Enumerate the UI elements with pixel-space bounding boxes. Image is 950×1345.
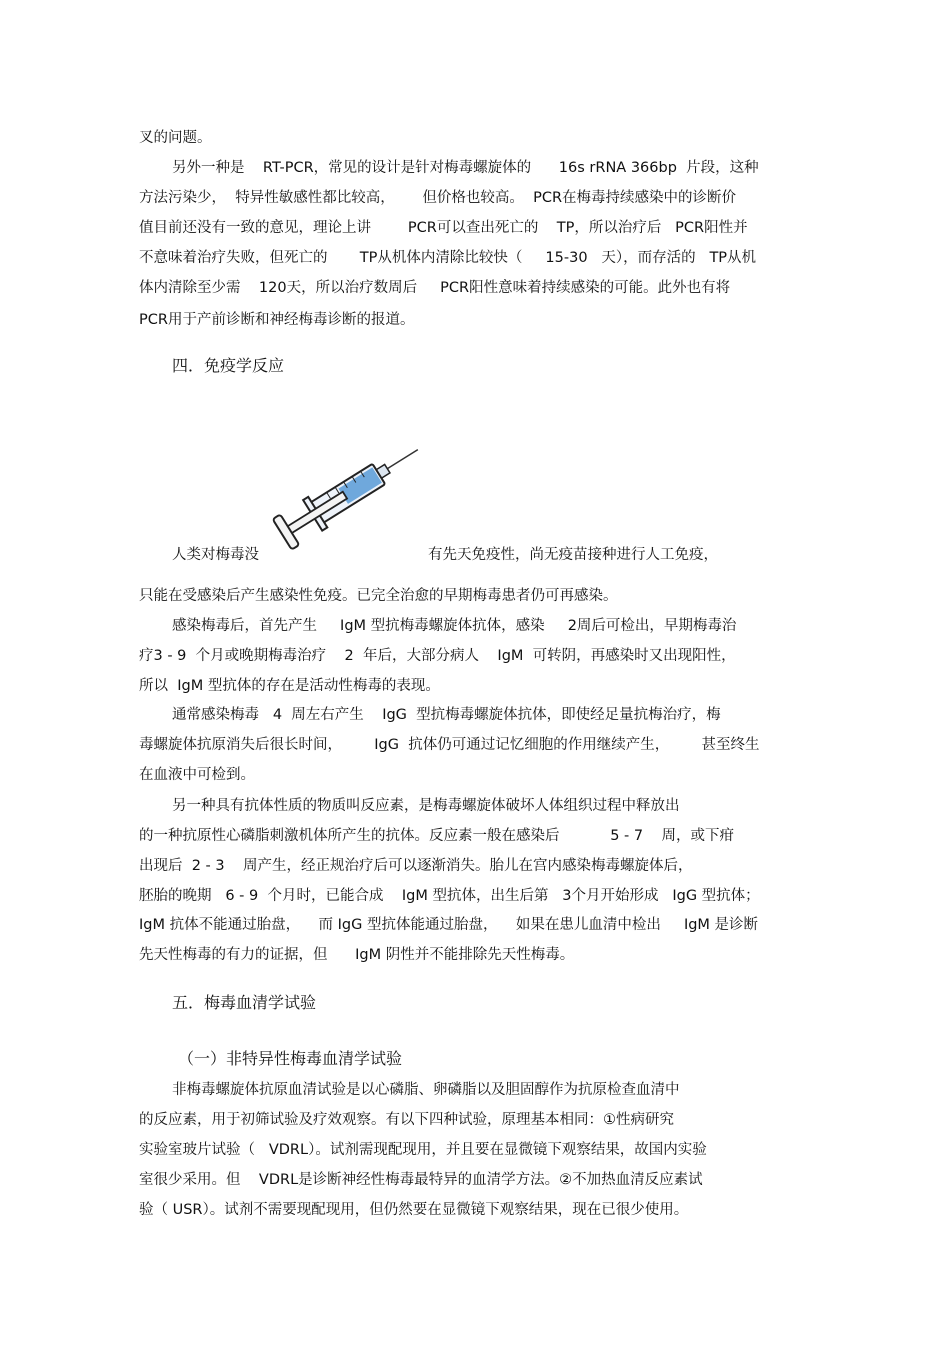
text-line: 不意味着治疗失败，但死亡的 TP从机体内清除比较快（ 15-30 天），而存活的 TP从机 [139, 250, 757, 266]
text-line: 毒螺旋体抗原消失后很长时间， IgG 抗体仍可通过记忆细胞的作用继续产生， 甚至终生 [139, 737, 760, 753]
text-line: 通常感染梅毒 4 周左右产生 IgG 型抗梅毒螺旋体抗体，即使经足量抗梅治疗，梅 [172, 707, 721, 723]
text-line: 另一种具有抗体性质的物质叫反应素，是梅毒螺旋体破坏人体组织过程中释放出 [172, 798, 680, 814]
text-line: 人类对梅毒没 [172, 547, 259, 563]
text-line: 叉的问题。 [139, 130, 212, 146]
text-line: 有先天免疫性，尚无疫苗接种进行人工免疫， [428, 547, 718, 563]
text-line: 的反应素，用于初筛试验及疗效观察。有以下四种试验，原理基本相同：①性病研究 [139, 1112, 674, 1128]
text-line: 的一种抗原性心磷脂刺激机体所产生的抗体。反应素一般在感染后 5 - 7 周，或下疳 [139, 828, 735, 844]
text-line: 非梅毒螺旋体抗原血清试验是以心磷脂、卵磷脂以及胆固醇作为抗原检查血清中 [172, 1082, 680, 1098]
text-line: 疗3 - 9 个月或晚期梅毒治疗 2 年后，大部分病人 IgM 可转阴，再感染时又出现阳性， [139, 648, 736, 664]
text-line: 先天性梅毒的有力的证据，但 IgM 阴性并不能排除先天性梅毒。 [139, 947, 575, 963]
text-line: 感染梅毒后，首先产生 IgM 型抗梅毒螺旋体抗体，感染 2周后可检出，早期梅毒治 [172, 618, 737, 634]
text-line: 胚胎的晚期 6 - 9 个月时，已能合成 IgM 型抗体，出生后第 3个月开始形成 IgG 型抗体； [139, 888, 760, 904]
text-line: 只能在受感染后产生感染性免疫。已完全治愈的早期梅毒患者仍可再感染。 [139, 588, 618, 604]
text-line: 实验室玻片试验（ VDRL）。试剂需现配现用，并且要在显微镜下观察结果，故国内实验 [139, 1142, 707, 1158]
text-line: 方法污染少， 特异性敏感性都比较高， 但价格也较高。 PCR在梅毒持续感染中的诊断价 [139, 190, 737, 206]
text-line: 值目前还没有一致的意见，理论上讲 PCR可以查出死亡的 TP，所以治疗后 PCR阳性并 [139, 220, 748, 236]
section-heading: 四．免疫学反应 [172, 356, 285, 375]
text-line: 验（ USR）。试剂不需要现配现用，但仍然要在显微镜下观察结果，现在已很少使用。 [139, 1202, 689, 1218]
text-line: 所以 IgM 型抗体的存在是活动性梅毒的表现。 [139, 678, 440, 694]
text-line: PCR用于产前诊断和神经梅毒诊断的报道。 [139, 312, 415, 328]
section-heading: 五．梅毒血清学试验 [172, 993, 317, 1012]
text-line: 另外一种是 RT-PCR，常见的设计是针对梅毒螺旋体的 16s rRNA 366bp 片段，这种 [172, 160, 759, 176]
text-line: 室很少采用。但 VDRL是诊断神经性梅毒最特异的血清学方法。②不加热血清反应素试 [139, 1172, 703, 1188]
text-line: IgM 抗体不能通过胎盘， 而 IgG 型抗体能通过胎盘， 如果在患儿血清中检出 IgM 是诊断 [139, 917, 759, 933]
text-line: 出现后 2 - 3 周产生，经正规治疗后可以逐渐消失。胎儿在宫内感染梅毒螺旋体后， [139, 858, 693, 874]
subsection-heading: （一）非特异性梅毒血清学试验 [178, 1049, 403, 1068]
text-line: 体内清除至少需 120天，所以治疗数周后 PCR阳性意味着持续感染的可能。此外也有将 [139, 280, 731, 296]
text-line: 在血液中可检到。 [139, 767, 255, 783]
syringe-illustration [270, 430, 430, 555]
